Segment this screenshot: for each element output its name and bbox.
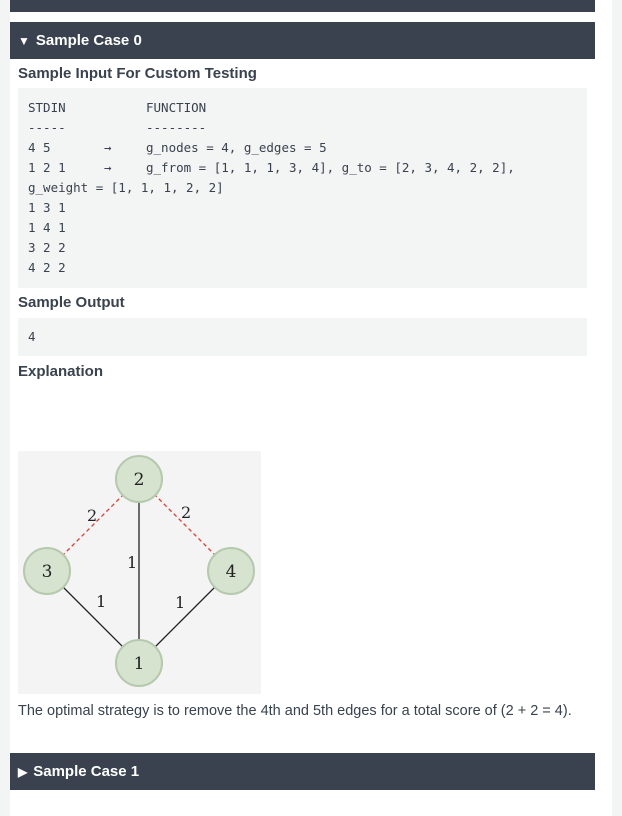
arrow-icon: → bbox=[104, 140, 112, 155]
function-wrap-line: g_weight = [1, 1, 1, 2, 2] bbox=[28, 180, 224, 195]
stdin-line: 1 2 1 bbox=[28, 160, 66, 175]
function-separator: -------- bbox=[146, 120, 207, 135]
stdin-line: 3 2 2 bbox=[28, 240, 66, 255]
arrow-icon: → bbox=[104, 160, 112, 175]
sample-case-1-header[interactable] bbox=[10, 753, 595, 790]
output-value: 4 bbox=[28, 329, 36, 344]
sample-case-1-label: Sample Case 1 bbox=[33, 763, 140, 780]
node-label: 3 bbox=[41, 562, 53, 582]
explanation-heading: Explanation bbox=[18, 363, 104, 380]
expand-triangle-icon: ▼ bbox=[18, 33, 30, 48]
edge-label: 2 bbox=[87, 506, 98, 525]
stdin-line: 4 5 bbox=[28, 140, 51, 155]
function-line: g_nodes = 4, g_edges = 5 bbox=[146, 140, 327, 155]
sample-input-codebox bbox=[18, 88, 587, 288]
edge-label: 2 bbox=[181, 503, 192, 522]
graph-diagram bbox=[18, 451, 261, 694]
stdin-line: 4 2 2 bbox=[28, 260, 66, 275]
sample-case-0-header[interactable] bbox=[10, 22, 595, 59]
stdin-line: 1 3 1 bbox=[28, 200, 66, 215]
node-label: 1 bbox=[133, 654, 145, 674]
node-label: 4 bbox=[225, 562, 237, 582]
sample-output-heading: Sample Output bbox=[18, 294, 125, 311]
edge-label: 1 bbox=[127, 553, 138, 572]
sample-case-0-label: Sample Case 0 bbox=[35, 32, 142, 49]
sample-output-codebox bbox=[18, 318, 587, 356]
stdin-header: STDIN bbox=[28, 100, 66, 115]
node-label: 2 bbox=[133, 470, 145, 490]
function-line: g_from = [1, 1, 1, 3, 4], g_to = [2, 3, 4, 2, 2], bbox=[146, 160, 515, 175]
stdin-separator: ----- bbox=[28, 120, 66, 135]
edge-label: 1 bbox=[96, 592, 107, 611]
edge-label: 1 bbox=[175, 593, 186, 612]
sample-input-heading: Sample Input For Custom Testing bbox=[18, 65, 257, 82]
collapsed-triangle-icon: ▶ bbox=[18, 764, 28, 779]
stdin-line: 1 4 1 bbox=[28, 220, 66, 235]
previous-section-header[interactable] bbox=[10, 0, 595, 12]
function-header: FUNCTION bbox=[146, 100, 207, 115]
explanation-text: The optimal strategy is to remove the 4th and 5th edges for a total score of (2 + 2 = 4). bbox=[18, 703, 572, 719]
